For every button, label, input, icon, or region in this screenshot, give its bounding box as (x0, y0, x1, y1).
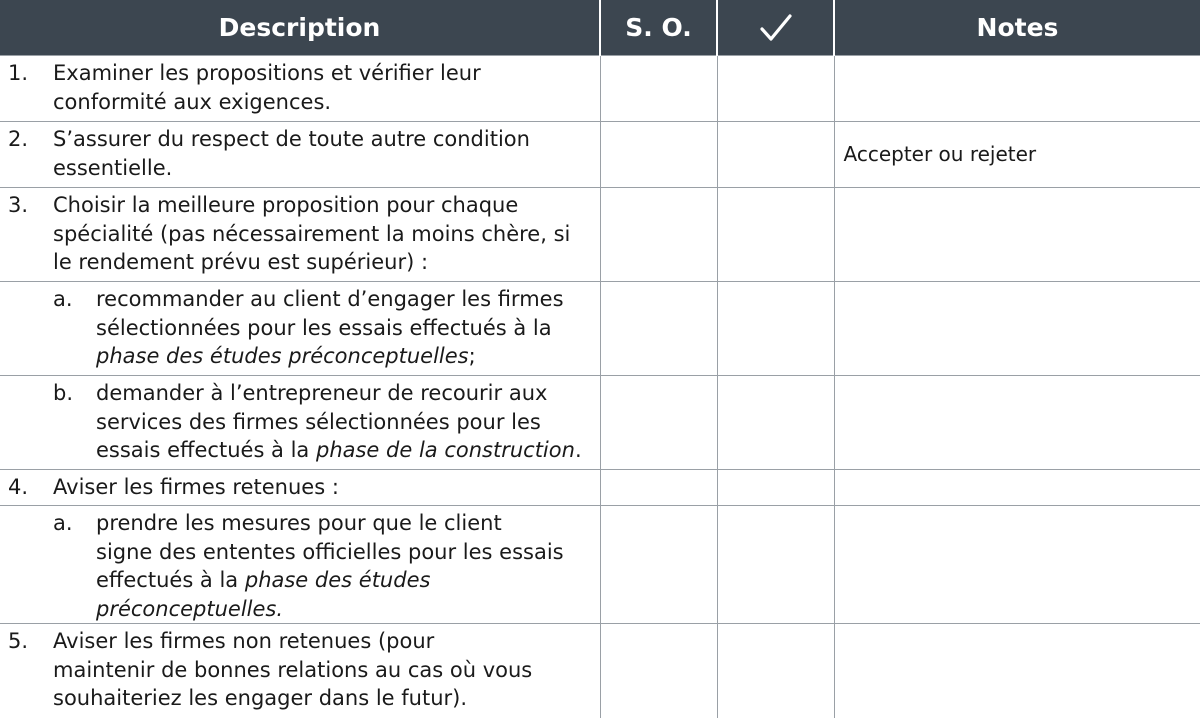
item-text: Examiner les propositions et vérifier leur conformité aux exigences. (53, 61, 481, 114)
checkmark-icon (759, 13, 793, 43)
description-cell (0, 624, 600, 718)
table-row (0, 506, 1200, 624)
item-number: b. (53, 381, 74, 405)
so-cell[interactable] (600, 506, 717, 624)
table-row (0, 624, 1200, 718)
description-cell (0, 122, 600, 188)
notes-cell[interactable] (834, 624, 1200, 718)
header-check (717, 0, 834, 56)
item-text: recommander au client d’engager les firmes sélectionnées pour les essais effectués à la phase des études préconceptuelles; (96, 287, 564, 368)
table-row (0, 376, 1200, 470)
item-number: 1. (8, 61, 29, 85)
check-cell[interactable] (717, 470, 834, 506)
notes-cell[interactable] (834, 56, 1200, 122)
notes-cell[interactable] (834, 470, 1200, 506)
check-cell[interactable] (717, 282, 834, 376)
header-notes: Notes (834, 0, 1200, 56)
table-row (0, 282, 1200, 376)
item-text: Aviser les firmes non retenues (pour maintenir de bonnes relations au cas où vous souhaiteriez les engager dans le futur). (53, 629, 533, 710)
check-cell[interactable] (717, 56, 834, 122)
header-row (0, 0, 1200, 56)
item-number: 5. (8, 629, 29, 653)
list-item (0, 509, 600, 623)
item-number: a. (53, 511, 73, 535)
so-cell[interactable] (600, 624, 717, 718)
check-cell[interactable] (717, 188, 834, 282)
item-text: prendre les mesures pour que le client signe des ententes officielles pour les essais effectués à la phase des études préconceptuelles. (96, 511, 564, 621)
item-text: S’assurer du respect de toute autre condition essentielle. (53, 127, 530, 180)
so-cell[interactable] (600, 282, 717, 376)
check-cell[interactable] (717, 122, 834, 188)
item-number: 2. (8, 127, 29, 151)
check-cell[interactable] (717, 506, 834, 624)
header-so: S. O. (600, 0, 717, 56)
table-row (0, 56, 1200, 122)
check-cell[interactable] (717, 624, 834, 718)
item-text: Choisir la meilleure proposition pour chaque spécialité (pas nécessairement la moins chère, si le rendement prévu est supérieur) : (53, 193, 571, 274)
item-number: a. (53, 287, 73, 311)
list-item (0, 473, 600, 502)
check-cell[interactable] (717, 376, 834, 470)
notes-cell[interactable]: Accepter ou rejeter (834, 122, 1200, 188)
table-row (0, 122, 1200, 188)
item-number: 3. (8, 193, 29, 217)
item-text: demander à l’entrepreneur de recourir aux services des firmes sélectionnées pour les essais effectués à la phase de la construction. (96, 381, 582, 462)
notes-cell[interactable] (834, 282, 1200, 376)
item-text: Aviser les firmes retenues : (53, 475, 339, 499)
so-cell[interactable] (600, 122, 717, 188)
table-row (0, 188, 1200, 282)
description-cell (0, 188, 600, 282)
notes-cell[interactable] (834, 506, 1200, 624)
description-cell (0, 506, 600, 624)
description-cell (0, 376, 600, 470)
notes-cell[interactable] (834, 376, 1200, 470)
notes-cell[interactable] (834, 188, 1200, 282)
so-cell[interactable] (600, 470, 717, 506)
list-item (0, 125, 600, 182)
list-item (0, 379, 600, 465)
so-cell[interactable] (600, 188, 717, 282)
item-number: 4. (8, 475, 29, 499)
description-cell (0, 56, 600, 122)
header-description: Description (0, 0, 600, 56)
so-cell[interactable] (600, 56, 717, 122)
description-cell (0, 470, 600, 506)
description-cell (0, 282, 600, 376)
list-item (0, 59, 600, 116)
list-item (0, 627, 600, 713)
list-item (0, 191, 600, 277)
table-row (0, 470, 1200, 506)
so-cell[interactable] (600, 376, 717, 470)
list-item (0, 285, 600, 371)
